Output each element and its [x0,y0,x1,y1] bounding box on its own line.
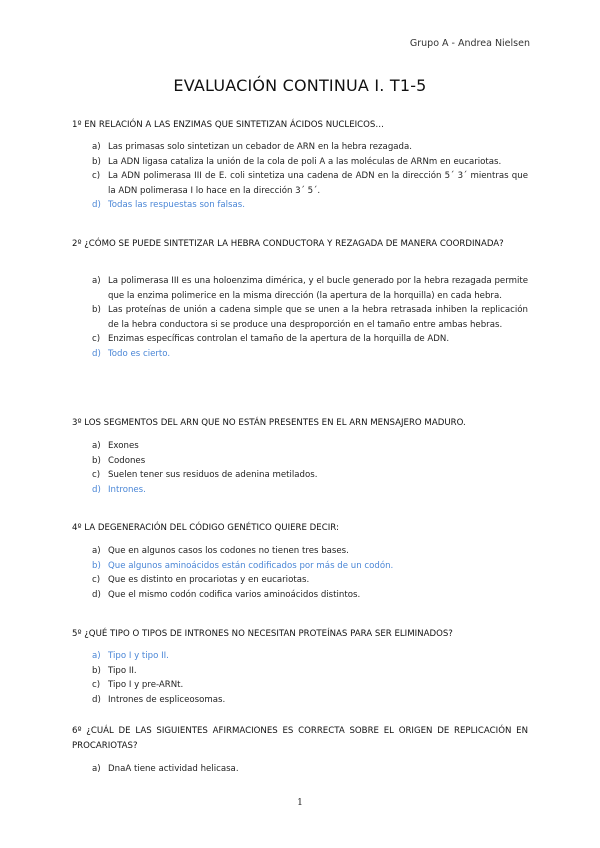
option-text: Las proteínas de unión a cadena simple que se unen a la hebra retrasada inhiben la replicación de la hebra conductora si se produce una desproporción en el tamaño entre ambas hebras. [108,305,528,330]
question-2: 2º ¿CÓMO SE PUEDE SINTETIZAR LA HEBRA CONDUCTORA Y REZAGADA DE MANERA COORDINADA? [72,239,504,249]
option-letter: b) [92,455,101,466]
option-2b [92,303,528,332]
option-letter: c) [92,171,101,182]
option-text: La ADN polimerasa III de E. coli sintetiza una cadena de ADN en la dirección 5´ 3´ mientras que la ADN polimerasa I lo hace en la dirección 3´ 5´. [108,171,528,196]
option-2a [92,274,528,303]
option-letter: a) [92,441,101,451]
option-letter: d) [92,348,101,359]
option-letter: c) [92,575,101,586]
option-text: Que en algunos casos los codones no tienen tres bases. [108,546,349,556]
option-text: Tipo I y tipo II. [108,651,169,661]
option-text: Enzimas específicas controlan el tamaño de la apertura de la horquilla de ADN. [108,334,450,345]
option-1c [92,169,528,198]
question-4: 4º LA DEGENERACIÓN DEL CÓDIGO GENÉTICO QUIERE DECIR: [72,523,339,533]
option-text: Exones [108,441,139,451]
option-4b-correct [92,559,528,574]
option-letter: a) [92,276,101,286]
option-3c [92,468,528,483]
option-letter: d) [92,200,101,211]
option-text: Todo es cierto. [108,348,171,359]
option-letter: d) [92,589,101,600]
option-text: Suelen tener sus residuos de adenina metilados. [108,470,318,481]
option-letter: a) [92,764,101,774]
option-letter: c) [92,470,101,481]
option-letter: a) [92,142,101,152]
option-letter: c) [92,334,101,345]
question-6: 6º ¿CUÁL DE LAS SIGUIENTES AFIRMACIONES ES CORRECTA SOBRE EL ORIGEN DE REPLICACIÓN EN PROCARIOTAS? [72,726,528,751]
option-text: Que el mismo codón codifica varios aminoácidos distintos. [108,589,361,600]
option-5b [92,664,528,679]
option-5d [92,693,528,708]
option-5a-correct [92,649,528,664]
option-text: Que es distinto en procariotas y en eucariotas. [108,575,310,586]
option-letter: a) [92,651,101,661]
option-letter: b) [92,665,101,676]
option-5c [92,678,528,693]
option-3d-correct [92,483,528,498]
options-2 [92,274,528,362]
options-1 [92,140,528,213]
option-letter: b) [92,156,101,167]
option-4d [92,588,528,603]
option-letter: b) [92,305,101,316]
option-text: La ADN ligasa cataliza la unión de la cola de poli A a las moléculas de ARNm en eucariotas. [108,156,502,167]
option-text: Que algunos aminoácidos están codificados por más de un codón. [108,560,394,571]
option-letter: b) [92,560,101,571]
question-1: 1º EN RELACIÓN A LAS ENZIMAS QUE SINTETIZAN ÁCIDOS NUCLEICOS… [72,120,384,130]
option-letter: a) [92,546,101,556]
options-3 [92,439,528,497]
option-1d-correct [92,198,528,213]
question-5: 5º ¿QUÉ TIPO O TIPOS DE INTRONES NO NECESITAN PROTEÍNAS PARA SER ELIMINADOS? [72,629,453,639]
option-text: Tipo II. [108,665,137,676]
option-2c [92,332,528,347]
option-6a [92,762,528,777]
option-letter: d) [92,484,101,495]
option-text: Codones [108,455,146,466]
page-title: EVALUACIÓN CONTINUA I. T1-5 [173,76,427,95]
option-text: Todas las respuestas son falsas. [108,200,246,211]
question-3: 3º LOS SEGMENTOS DEL ARN QUE NO ESTÁN PRESENTES EN EL ARN MENSAJERO MADURO. [72,418,466,428]
option-3b [92,454,528,469]
option-1a [92,140,528,155]
option-2d-correct [92,347,528,362]
option-text: DnaA tiene actividad helicasa. [108,764,239,774]
page-number: 1 [297,798,303,808]
option-letter: c) [92,680,101,691]
option-text: Intrones. [108,484,146,495]
option-4c [92,573,528,588]
option-text: Las primasas solo sintetizan un cebador de ARN en la hebra rezagada. [108,142,412,152]
options-6 [92,762,528,777]
option-text: La polimerasa III es una holoenzima dimérica, y el bucle generado por la hebra rezagada permite que la enzima polimerice en la misma dirección (la apertura de la horquilla) en cada hebra. [108,276,528,301]
options-5 [92,649,528,707]
option-1b [92,155,528,170]
option-4a [92,544,528,559]
options-4 [92,544,528,602]
option-text: Intrones de espliceosomas. [108,694,226,705]
option-letter: d) [92,694,101,705]
option-3a [92,439,528,454]
header-author: Grupo A - Andrea Nielsen [409,38,530,49]
option-text: Tipo I y pre-ARNt. [108,680,184,691]
